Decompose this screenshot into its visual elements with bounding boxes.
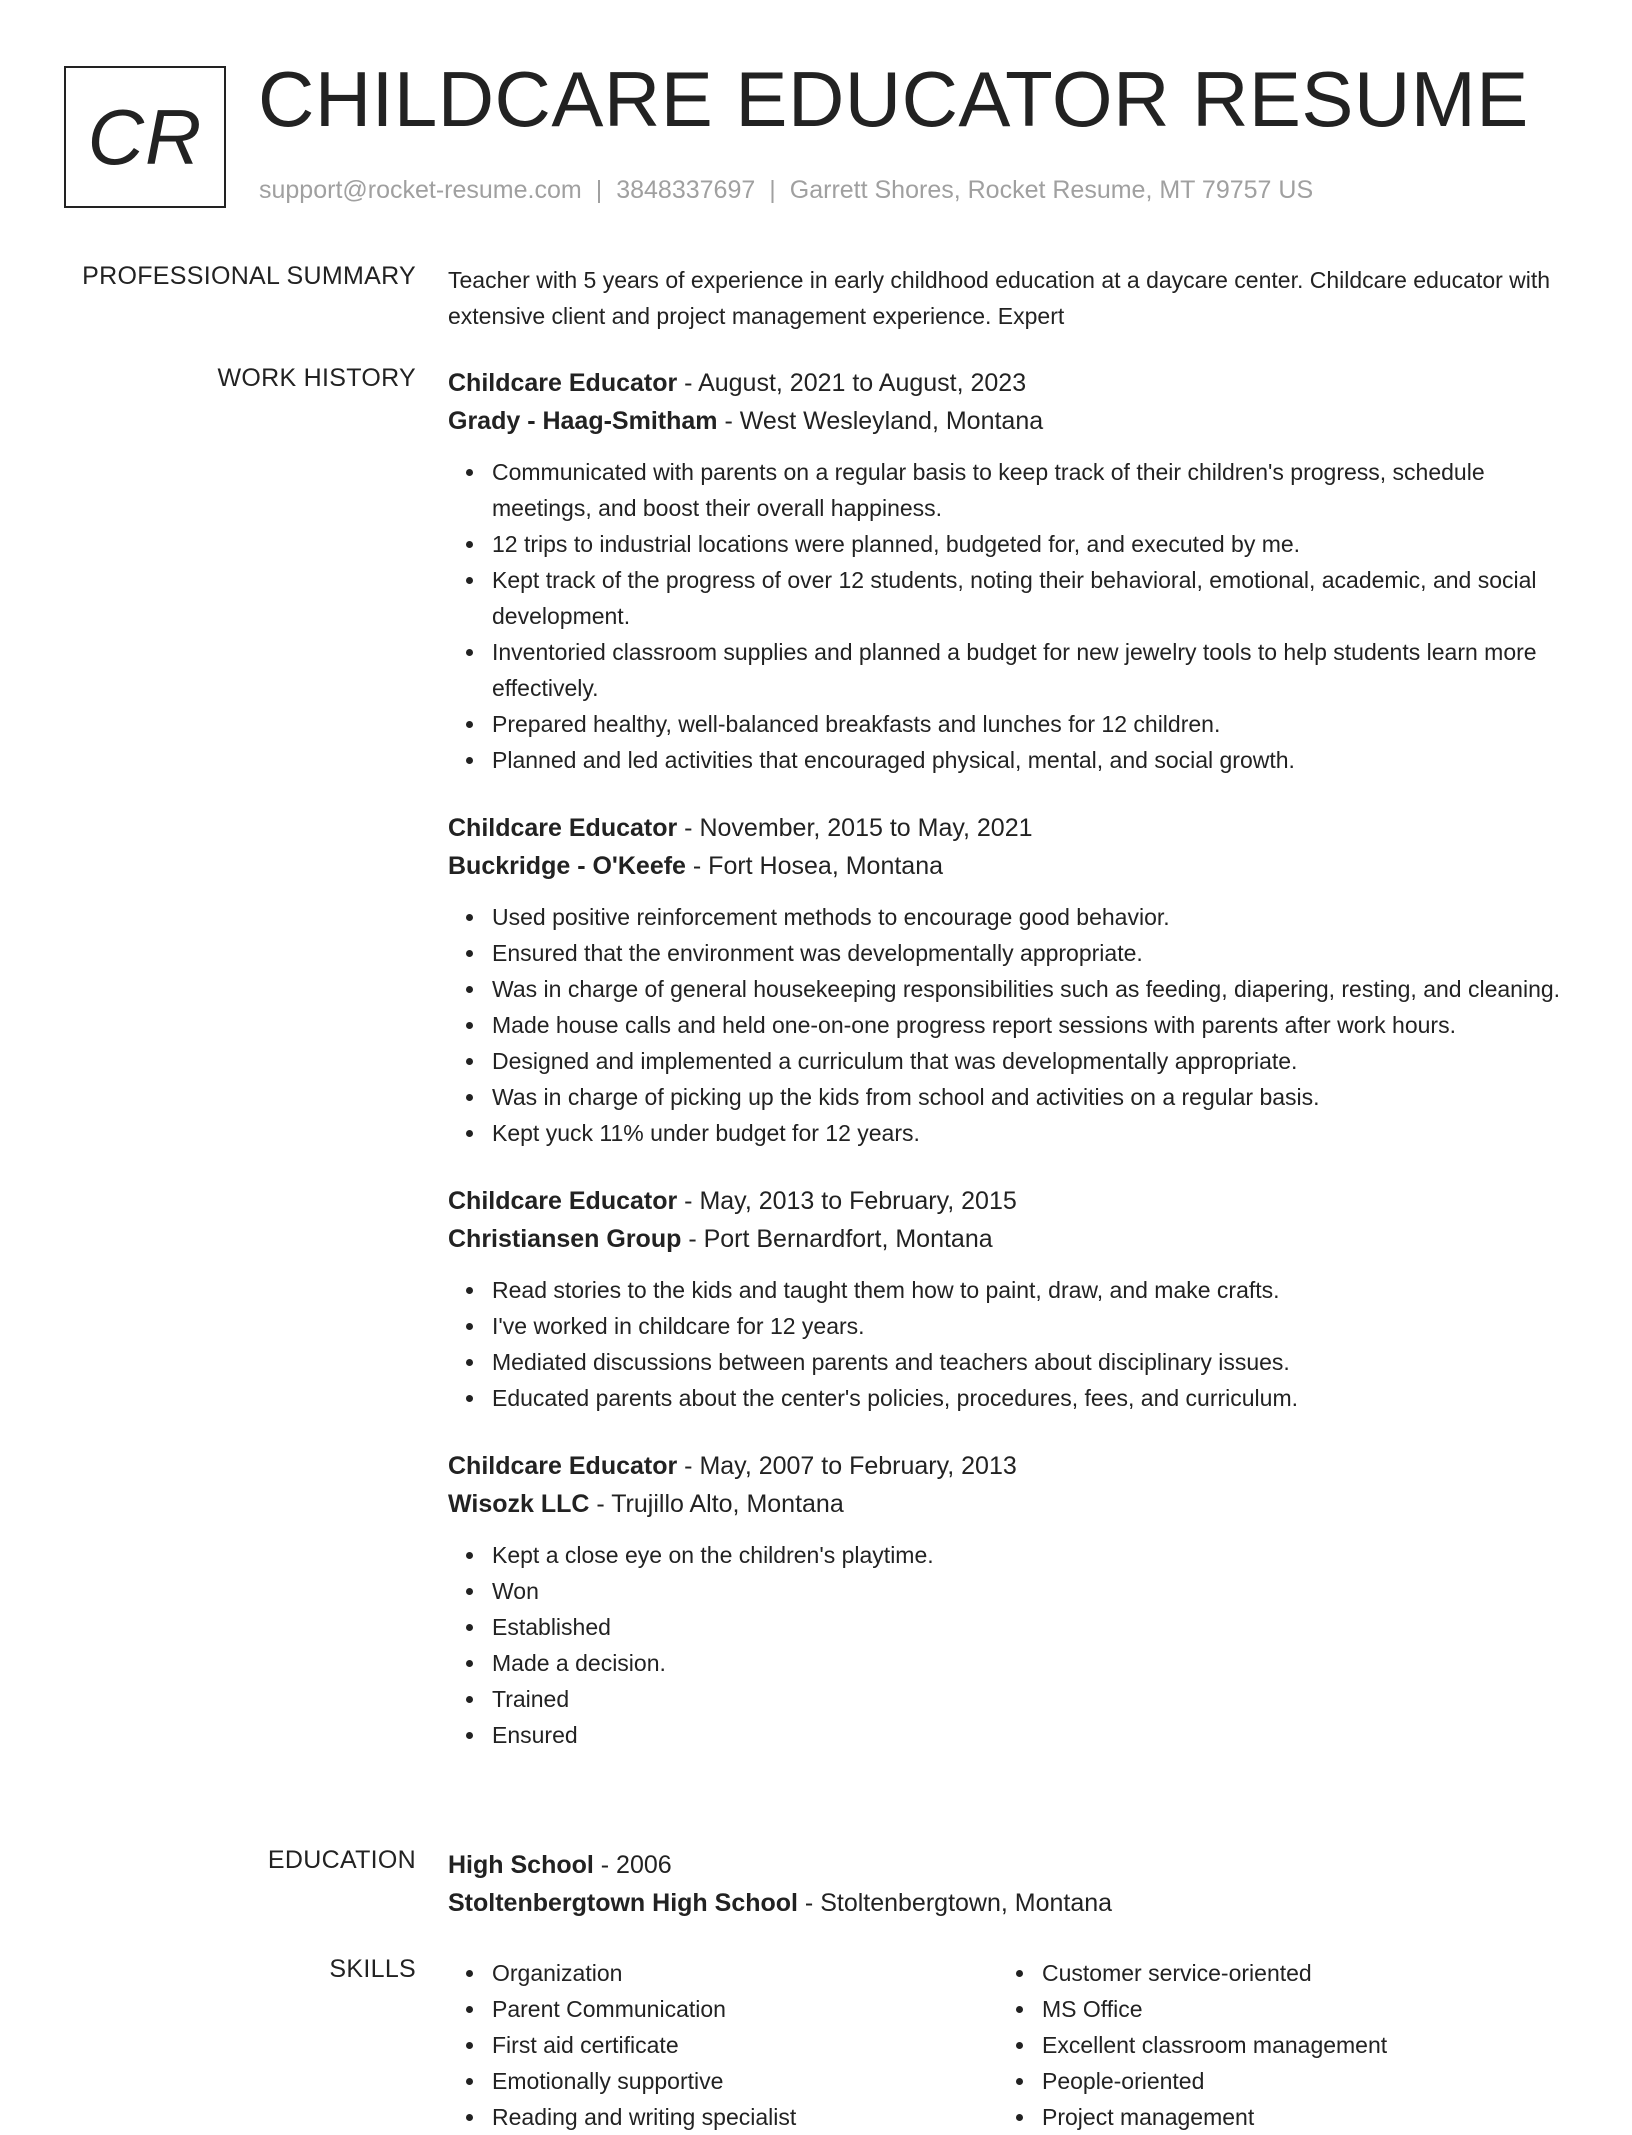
job-duty-item: Designed and implemented a curriculum that was developmentally appropriate. xyxy=(492,1043,1568,1079)
job-duty-item: Was in charge of picking up the kids from school and activities on a regular basis. xyxy=(492,1079,1568,1115)
job-duty-item: Read stories to the kids and taught them how to paint, draw, and make crafts. xyxy=(492,1272,1568,1308)
education-degree-line xyxy=(448,1846,1568,1884)
monogram-text: CR xyxy=(87,92,203,181)
job-duty-item: Made a decision. xyxy=(492,1645,1568,1681)
section-label-summary: PROFESSIONAL SUMMARY xyxy=(82,262,416,290)
skill-item: Customer service-oriented xyxy=(1042,1955,1548,1991)
job-location: - Trujillo Alto, Montana xyxy=(589,1490,844,1518)
job-duties-list xyxy=(448,1537,1568,1753)
job-company-line xyxy=(448,402,1568,440)
job-duty-item: Kept yuck 11% under budget for 12 years. xyxy=(492,1115,1568,1151)
job-location: - Port Bernardfort, Montana xyxy=(681,1225,993,1253)
education-school: Stoltenbergtown High School xyxy=(448,1889,798,1917)
job-company-line xyxy=(448,1220,1568,1258)
job-duty-item: Trained xyxy=(492,1681,1568,1717)
job-company: Wisozk LLC xyxy=(448,1490,590,1518)
job-duty-item: Used positive reinforcement methods to encourage good behavior. xyxy=(492,899,1568,935)
skill-item: Parent Communication xyxy=(492,1991,998,2027)
resume-title: CHILDCARE EDUCATOR RESUME xyxy=(258,55,1529,143)
skill-item: Project management xyxy=(1042,2099,1548,2135)
job-entry xyxy=(448,809,1568,1151)
job-duties-list xyxy=(448,454,1568,778)
job-duty-item: Planned and led activities that encouraged physical, mental, and social growth. xyxy=(492,742,1568,778)
job-duty-item: Established xyxy=(492,1609,1568,1645)
contact-phone[interactable]: 3848337697 xyxy=(616,176,756,204)
job-duty-item: Ensured xyxy=(492,1717,1568,1753)
job-title: Childcare Educator xyxy=(448,814,678,842)
section-label-work-history: WORK HISTORY xyxy=(217,364,416,392)
job-title-line xyxy=(448,1447,1568,1485)
job-duty-item: Ensured that the environment was developmentally appropriate. xyxy=(492,935,1568,971)
job-duties-list xyxy=(448,899,1568,1151)
job-duty-item: Was in charge of general housekeeping responsibilities such as feeding, diapering, resting, and cleaning. xyxy=(492,971,1568,1007)
job-dates: - May, 2013 to February, 2015 xyxy=(677,1187,1017,1215)
skill-item: People-oriented xyxy=(1042,2063,1548,2099)
job-title: Childcare Educator xyxy=(448,369,678,397)
summary-text: Teacher with 5 years of experience in early childhood education at a daycare center. Childcare educator with extensive client and project management experience. Expert xyxy=(448,267,1551,329)
monogram-logo xyxy=(64,66,226,208)
education-year: - 2006 xyxy=(593,1851,672,1879)
job-duty-item: Educated parents about the center's policies, procedures, fees, and curriculum. xyxy=(492,1380,1568,1416)
contact-separator: | xyxy=(595,176,603,204)
job-duty-item: Made house calls and held one-on-one progress report sessions with parents after work hours. xyxy=(492,1007,1568,1043)
skill-item: Excellent classroom management xyxy=(1042,2027,1548,2063)
job-duty-item: Prepared healthy, well-balanced breakfasts and lunches for 12 children. xyxy=(492,706,1568,742)
job-title: Childcare Educator xyxy=(448,1187,678,1215)
job-title: Childcare Educator xyxy=(448,1452,678,1480)
job-duty-item: Inventoried classroom supplies and planned a budget for new jewelry tools to help students learn more effectively. xyxy=(492,634,1568,706)
job-duty-item: Communicated with parents on a regular basis to keep track of their children's progress, schedule meetings, and boost their overall happiness. xyxy=(492,454,1568,526)
job-dates: - May, 2007 to February, 2013 xyxy=(677,1452,1017,1480)
job-duty-item: Kept a close eye on the children's playtime. xyxy=(492,1537,1568,1573)
job-location: - West Wesleyland, Montana xyxy=(717,407,1044,435)
job-title-line xyxy=(448,809,1568,847)
job-duty-item: Mediated discussions between parents and teachers about disciplinary issues. xyxy=(492,1344,1568,1380)
skill-item: Emotionally supportive xyxy=(492,2063,998,2099)
job-dates: - November, 2015 to May, 2021 xyxy=(677,814,1033,842)
skill-item: Reading and writing specialist xyxy=(492,2099,998,2135)
job-entry xyxy=(448,364,1568,778)
job-duty-item: I've worked in childcare for 12 years. xyxy=(492,1308,1568,1344)
job-company: Christiansen Group xyxy=(448,1225,682,1253)
job-company-line xyxy=(448,1485,1568,1523)
job-duty-item: 12 trips to industrial locations were planned, budgeted for, and executed by me. xyxy=(492,526,1568,562)
job-company: Buckridge - O'Keefe xyxy=(448,852,686,880)
contact-line xyxy=(259,176,1313,205)
job-dates: - August, 2021 to August, 2023 xyxy=(677,369,1027,397)
job-entry xyxy=(448,1182,1568,1416)
skills-list-right xyxy=(998,1955,1548,2135)
skills-list-left xyxy=(448,1955,998,2135)
job-title-line xyxy=(448,1182,1568,1220)
contact-address: Garrett Shores, Rocket Resume, MT 79757 US xyxy=(789,176,1314,204)
job-company-line xyxy=(448,847,1568,885)
section-label-education: EDUCATION xyxy=(267,1846,416,1874)
job-duty-item: Won xyxy=(492,1573,1568,1609)
skill-item: MS Office xyxy=(1042,1991,1548,2027)
skill-item: Organization xyxy=(492,1955,998,1991)
job-title-line xyxy=(448,364,1568,402)
education-school-line xyxy=(448,1884,1568,1922)
skill-item: First aid certificate xyxy=(492,2027,998,2063)
education-location: - Stoltenbergtown, Montana xyxy=(797,1889,1113,1917)
education-degree: High School xyxy=(448,1851,594,1879)
job-company: Grady - Haag-Smitham xyxy=(448,407,718,435)
section-label-skills: SKILLS xyxy=(329,1955,416,1983)
contact-email[interactable]: support@rocket-resume.com xyxy=(259,176,582,204)
job-entry xyxy=(448,1447,1568,1753)
job-duty-item: Kept track of the progress of over 12 students, noting their behavioral, emotional, academic, and social development. xyxy=(492,562,1568,634)
jobs-list xyxy=(448,364,1568,1784)
job-location: - Fort Hosea, Montana xyxy=(685,852,944,880)
contact-separator: | xyxy=(769,176,776,204)
job-duties-list xyxy=(448,1272,1568,1416)
